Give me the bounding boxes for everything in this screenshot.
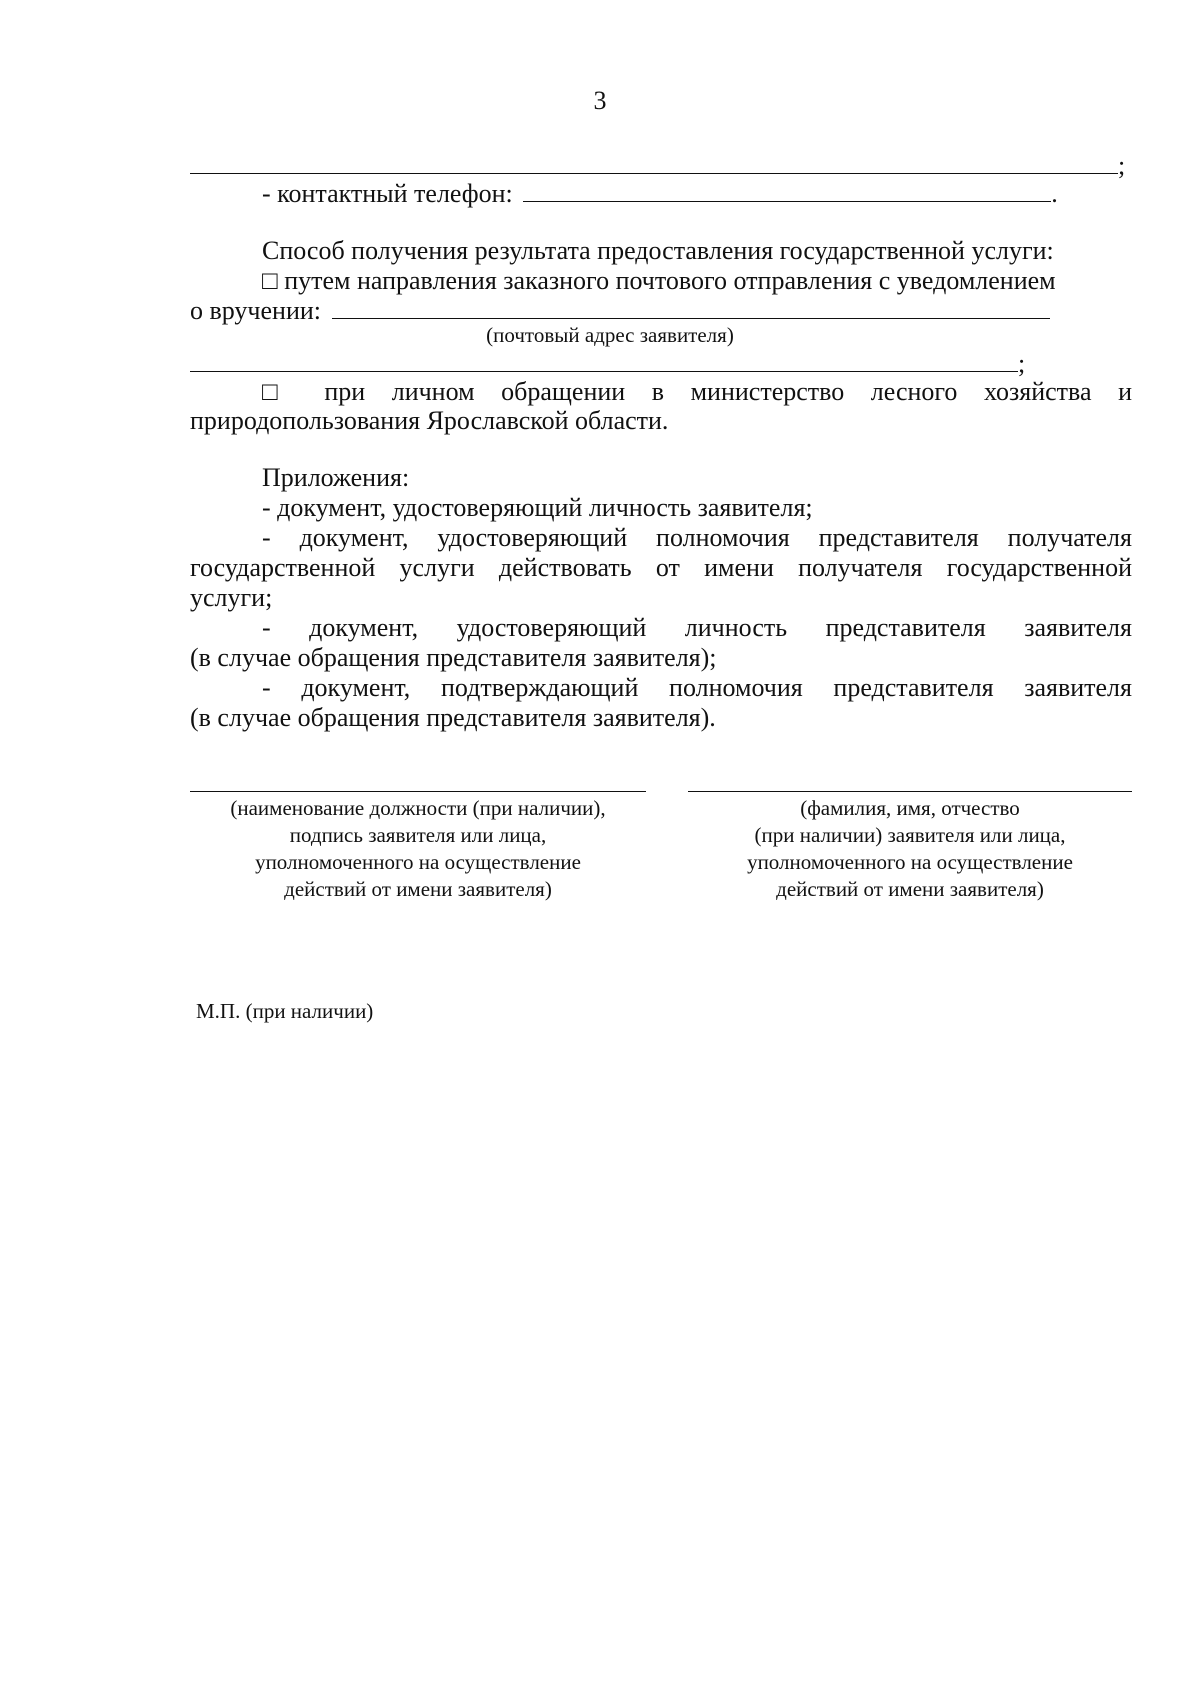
mail-address-field[interactable] bbox=[332, 318, 1050, 319]
signature-caption: (наименование должности (при наличии), подпись заявителя или лица, уполномоченного на осуществление действий от имени заявителя) bbox=[230, 796, 606, 901]
personal-option-line-2: природопользования Ярославской области. bbox=[190, 406, 669, 435]
attachment-item-1: - документ, удостоверяющий личность заявителя; bbox=[262, 493, 813, 522]
full-name-field[interactable] bbox=[688, 791, 1132, 792]
attachment-item-2-line-2: государственной услуги действовать от имени получателя государственной bbox=[190, 553, 1132, 582]
personal-option[interactable]: □ при личном обращении в министерство лесного хозяйства и bbox=[262, 377, 1132, 406]
mail-address-line-2: ; bbox=[190, 348, 1132, 380]
delivery-heading: Способ получения результата предоставления государственной услуги: bbox=[262, 236, 1054, 265]
attachment-item-4: - документ, подтверждающий полномочия представителя заявителя bbox=[262, 673, 1132, 702]
phone-line: - контактный телефон: . bbox=[190, 178, 1132, 210]
attachment-item-4-line-2: (в случае обращения представителя заявителя). bbox=[190, 703, 716, 732]
page-number: 3 bbox=[593, 86, 607, 115]
attachment-item-2: - документ, удостоверяющий полномочия представителя получателя bbox=[262, 523, 1132, 552]
mail-address-field-2[interactable] bbox=[190, 371, 1018, 372]
stamp-note: М.П. (при наличии) bbox=[196, 999, 374, 1023]
address-line: ; bbox=[190, 150, 1132, 182]
mail-address-caption: (почтовый адрес заявителя) bbox=[486, 323, 734, 347]
signature-field[interactable] bbox=[190, 791, 646, 792]
mail-option-label: о вручении: bbox=[190, 296, 322, 325]
mail-option[interactable]: □ путем направления заказного почтового отправления с уведомлением bbox=[262, 266, 1056, 295]
attachment-item-3-line-2: (в случае обращения представителя заявителя); bbox=[190, 643, 717, 672]
phone-label: - контактный телефон: bbox=[262, 179, 513, 208]
attachments-heading: Приложения: bbox=[262, 463, 410, 492]
phone-field[interactable] bbox=[523, 201, 1051, 202]
address-field[interactable] bbox=[190, 173, 1118, 174]
attachment-item-3: - документ, удостоверяющий личность представителя заявителя bbox=[262, 613, 1132, 642]
full-name-caption: (фамилия, имя, отчество (при наличии) заявителя или лица, уполномоченного на осуществление действий от имени заявителя) bbox=[747, 796, 1073, 901]
attachment-item-2-line-3: услуги; bbox=[190, 583, 273, 612]
